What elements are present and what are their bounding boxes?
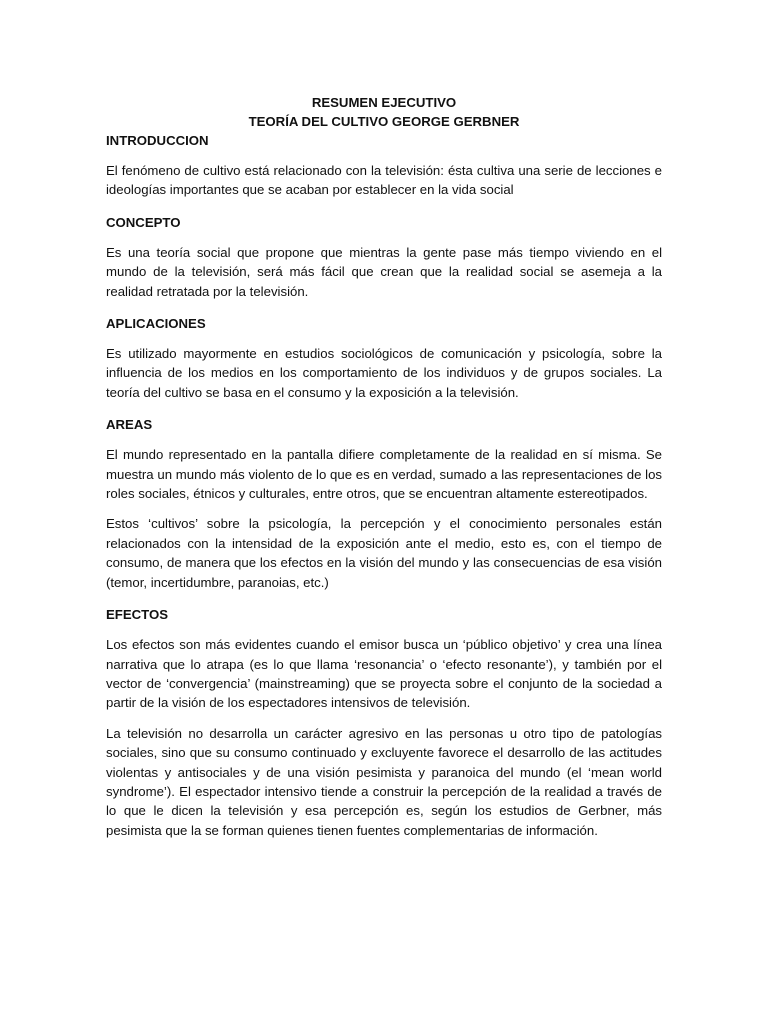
efectos-paragraph-2: La televisión no desarrolla un carácter agresivo en las personas u otro tipo de patologías sociales, sino que su consumo continuado y excluyente favorece el desarrollo de las actitudes violentas y antisociales y de una visión pesimista y paranoica del mundo (el ‘mean world syndrome’). El espectador intensivo tiende a construir la percepción de la realidad a través de lo que le dicen la televisión y esa percepción es, según los estudios de Gerbner, más pesimista que la se forman quienes tienen fuentes complementarias de información. [106, 725, 662, 838]
concepto-paragraph: Es una teoría social que propone que mientras la gente pase más tiempo viviendo en el mundo de la televisión, será más fácil que crean que la realidad social se asemeja a la realidad retratada por la televisión. [106, 244, 662, 299]
introduccion-paragraph: El fenómeno de cultivo está relacionado con la televisión: ésta cultiva una serie de lecciones e ideologías importantes que se acaban por establecer en la vida social [106, 163, 662, 198]
section-heading-efectos: EFECTOS [106, 607, 169, 623]
document-title-line-1: RESUMEN EJECUTIVO [311, 95, 457, 110]
areas-paragraph-1: El mundo representado en la pantalla difiere completamente de la realidad en sí misma. Se muestra un mundo más violento de lo que es en verdad, sumado a las representaciones de los roles sociales, étnicos y culturales, entre otros, que se encuentran altamente estereotipados. [106, 447, 662, 502]
section-heading-introduccion: INTRODUCCION [106, 133, 209, 148]
section-heading-aplicaciones: APLICACIONES [106, 316, 206, 332]
document-title-line-2: TEORÍA DEL CULTIVO GEORGE GERBNER [248, 114, 520, 129]
efectos-paragraph-1: Los efectos son más evidentes cuando el emisor busca un ‘público objetivo’ y crea una línea narrativa que lo atrapa (es lo que llama ‘resonancia’ o ‘efecto resonante’), y también por el vector de ‘convergencia’ (mainstreaming) que se proyecta sobre el conjunto de la sociedad a partir de la visión de los espectadores intensivos de televisión. [106, 637, 662, 711]
section-heading-concepto: CONCEPTO [106, 214, 181, 230]
document-page [106, 93, 662, 840]
section-heading-areas: AREAS [106, 417, 153, 433]
aplicaciones-paragraph: Es utilizado mayormente en estudios sociológicos de comunicación y psicología, sobre la influencia de los medios en los comportamiento de los individuos y de grupos sociales. La teoría del cultivo se basa en el consumo y la exposición a la televisión. [106, 346, 662, 400]
areas-paragraph-2: Estos ‘cultivos’ sobre la psicología, la percepción y el conocimiento personales están relacionados con la intensidad de la exposición ante el medio, esto es, con el tiempo de consumo, de manera que los efectos en la visión del mundo y las consecuencias de esa visión (temor, incertidumbre, paranoias, etc.) [106, 516, 662, 590]
